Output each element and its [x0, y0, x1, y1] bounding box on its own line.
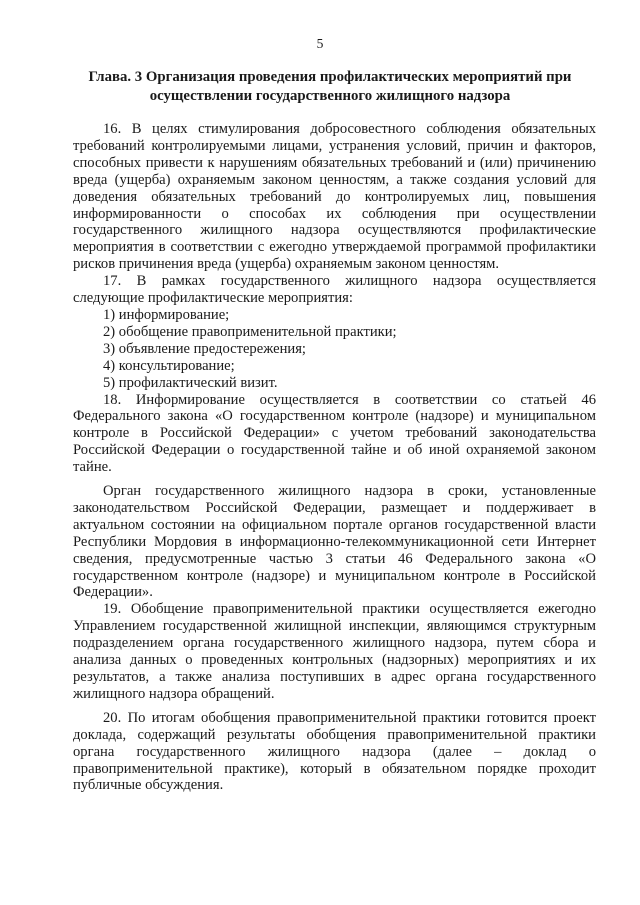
page-number: 5: [316, 36, 324, 51]
document-body: [73, 121, 596, 794]
paragraph-18: 18. Информирование осуществляется в соответствии со статьей 46 Федерального закона «О государственном контроле (надзоре) и муниципальном контроле в Российской Федерации» с учетом требований законодательства Российской Федерации о государственной тайне и об иной охраняемой законом тайне.: [73, 391, 596, 476]
list-item-5: 5) профилактический визит.: [103, 374, 278, 391]
paragraph-19: 19. Обобщение правоприменительной практики осуществляется ежегодно Управлением государственной жилищной инспекции, являющимся структурным подразделением органа государственного жилищного надзора, путем сбора и анализа данных о проведенных контрольных (надзорных) мероприятиях и их результатов, а также анализа поступивших в адрес органа государственного жилищного надзора обращений.: [73, 601, 596, 702]
paragraph-16: 16. В целях стимулирования добросовестного соблюдения обязательных требований контролируемыми лицами, устранения условий, причин и факторов, способных привести к нарушениям обязательных требований и (или) причинению вреда (ущерба) охраняемым законом ценностям, а также создания условий для доведения обязательных требований до контролируемых лиц, повышения информированности о способах их соблюдения при осуществлении государственного жилищного надзора осуществляются профилактические мероприятия в соответствии с ежегодно утверждаемой программой профилактики рисков причинения вреда (ущерба) охраняемым законом ценностям.: [73, 121, 596, 273]
paragraph-20: 20. По итогам обобщения правоприменительной практики готовится проект доклада, содержащий результаты обобщения правоприменительной практики органа государственного жилищного надзора (далее – доклад о правоприменительной практике), который в обязательном порядке проходит публичные обсуждения.: [73, 709, 596, 794]
list-item-1: 1) информирование;: [103, 306, 230, 323]
paragraph-18-continued: Орган государственного жилищного надзора в сроки, установленные законодательством Российской Федерации, размещает и поддерживает в актуальном состоянии на официальном портале органов государственной власти Республики Мордовия в информационно-телекоммуникационной сети Интернет сведения, предусмотренные частью 3 статьи 46 Федерального закона «О государственном контроле (надзоре) и муниципальном контроле в Российской Федерации».: [73, 483, 596, 601]
paragraph-17: 17. В рамках государственного жилищного надзора осуществляется следующие профилактические мероприятия:: [73, 273, 596, 307]
list-item-4: 4) консультирование;: [103, 357, 235, 374]
list-item-3: 3) объявление предостережения;: [103, 340, 306, 357]
chapter-title: Глава. 3 Организация проведения профилактических мероприятий при осуществлении государственного жилищного надзора: [88, 69, 572, 104]
list-item-2: 2) обобщение правоприменительной практики;: [103, 323, 397, 340]
